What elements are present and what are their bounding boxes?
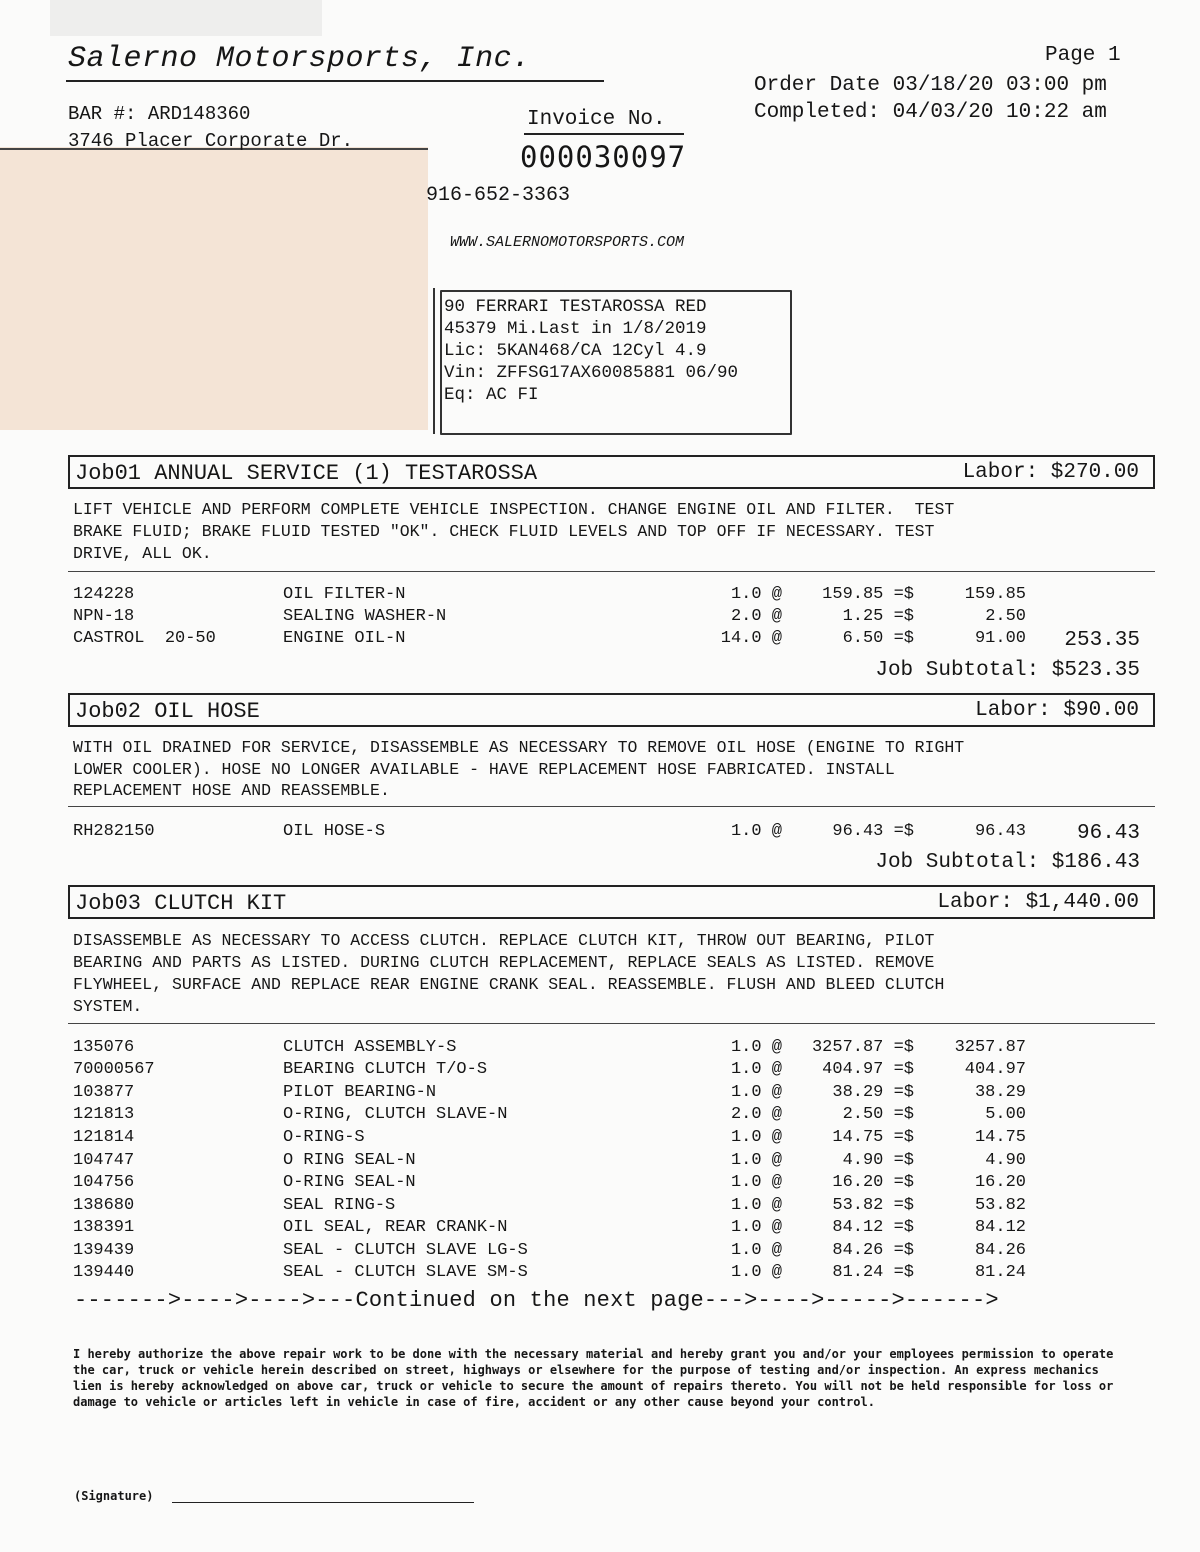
job-subtotal: Job Subtotal: $523.35 <box>875 659 1140 682</box>
part-number: 104756 <box>73 1173 135 1192</box>
job-labor: Labor: $1,440.00 <box>937 891 1139 914</box>
part-row <box>0 1060 1200 1082</box>
order-date: Order Date 03/18/20 03:00 pm <box>754 74 1107 97</box>
job-description: LIFT VEHICLE AND PERFORM COMPLETE VEHICLE INSPECTION. CHANGE ENGINE OIL AND FILTER. TEST <box>73 500 955 519</box>
job-description: BEARING AND PARTS AS LISTED. DURING CLUTCH REPLACEMENT, REPLACE SEALS AS LISTED. REMOVE <box>73 953 935 972</box>
part-description: CLUTCH ASSEMBLY-S <box>283 1038 457 1057</box>
part-quantity: 1.0 @ <box>730 1263 782 1282</box>
job-title: Job02 OIL HOSE <box>75 699 260 724</box>
part-row <box>0 822 1200 844</box>
part-number: 104747 <box>73 1151 135 1170</box>
part-price: 2.50 =$ <box>842 1105 914 1124</box>
part-quantity: 1.0 @ <box>730 1241 782 1260</box>
part-price: 6.50 =$ <box>842 629 914 648</box>
part-number: 138391 <box>73 1218 135 1237</box>
shop-phone: 916-652-3363 <box>426 184 571 207</box>
part-extended: 81.24 <box>974 1263 1026 1282</box>
part-quantity: 1.0 @ <box>730 1151 782 1170</box>
part-price: 84.26 =$ <box>832 1241 914 1260</box>
part-description: O-RING SEAL-N <box>283 1173 416 1192</box>
part-quantity: 2.0 @ <box>730 607 782 626</box>
part-number: 103877 <box>73 1083 135 1102</box>
part-price: 16.20 =$ <box>832 1173 914 1192</box>
vehicle-info-box <box>440 290 792 435</box>
shop-website: WWW.SALERNOMOTORSPORTS.COM <box>450 234 685 251</box>
job-labor: Labor: $270.00 <box>962 461 1139 484</box>
job-header <box>68 885 1155 919</box>
part-description: O-RING-S <box>283 1128 365 1147</box>
completed-date: Completed: 04/03/20 10:22 am <box>754 101 1107 124</box>
vehicle-line: 90 FERRARI TESTAROSSA RED <box>444 297 707 317</box>
part-description: ENGINE OIL-N <box>283 629 406 648</box>
part-number: NPN-18 <box>73 607 135 626</box>
vehicle-line: 45379 Mi.Last in 1/8/2019 <box>444 319 707 339</box>
redacted-area <box>0 147 428 430</box>
part-price: 84.12 =$ <box>832 1218 914 1237</box>
vehicle-line: Eq: AC FI <box>444 385 539 405</box>
part-row <box>0 1173 1200 1195</box>
part-extended: 159.85 <box>964 585 1026 604</box>
part-extended: 53.82 <box>974 1196 1026 1215</box>
job-subtotal: Job Subtotal: $186.43 <box>875 851 1140 874</box>
part-extended: 84.26 <box>974 1241 1026 1260</box>
part-row <box>0 629 1200 651</box>
part-description: O-RING, CLUTCH SLAVE-N <box>283 1105 508 1124</box>
part-quantity: 1.0 @ <box>730 1038 782 1057</box>
job-description: SYSTEM. <box>73 997 143 1016</box>
part-row <box>0 1241 1200 1263</box>
divider <box>68 806 1155 807</box>
job-description: DRIVE, ALL OK. <box>73 544 212 563</box>
part-quantity: 1.0 @ <box>730 1218 782 1237</box>
part-description: SEALING WASHER-N <box>283 607 447 626</box>
divider <box>68 571 1155 572</box>
part-number: 139439 <box>73 1241 135 1260</box>
part-number: 135076 <box>73 1038 135 1057</box>
part-description: OIL SEAL, REAR CRANK-N <box>283 1218 508 1237</box>
part-quantity: 1.0 @ <box>730 1128 782 1147</box>
part-extended: 5.00 <box>985 1105 1026 1124</box>
scan-artifact <box>50 0 322 36</box>
divider <box>68 1023 1155 1024</box>
part-price: 14.75 =$ <box>832 1128 914 1147</box>
part-description: OIL FILTER-N <box>283 585 406 604</box>
part-description: SEAL - CLUTCH SLAVE SM-S <box>283 1263 528 1282</box>
job-description: FLYWHEEL, SURFACE AND REPLACE REAR ENGINE CRANK SEAL. REASSEMBLE. FLUSH AND BLEED CLUTCH <box>73 975 945 994</box>
page-number: Page 1 <box>1045 44 1121 67</box>
parts-total: 253.35 <box>1064 629 1140 652</box>
part-row <box>0 1083 1200 1105</box>
part-row <box>0 1263 1200 1285</box>
part-price: 3257.87 =$ <box>811 1038 914 1057</box>
part-price: 53.82 =$ <box>832 1196 914 1215</box>
part-quantity: 1.0 @ <box>730 822 782 841</box>
part-number: 124228 <box>73 585 135 604</box>
part-number: 121814 <box>73 1128 135 1147</box>
job-title: Job03 CLUTCH KIT <box>75 891 287 916</box>
part-quantity: 1.0 @ <box>730 1083 782 1102</box>
part-number: 70000567 <box>73 1060 155 1079</box>
part-quantity: 1.0 @ <box>730 1173 782 1192</box>
job-header <box>68 455 1155 489</box>
part-number: 139440 <box>73 1263 135 1282</box>
part-extended: 3257.87 <box>954 1038 1026 1057</box>
part-extended: 404.97 <box>964 1060 1026 1079</box>
job-labor: Labor: $90.00 <box>975 699 1139 722</box>
part-price: 4.90 =$ <box>842 1151 914 1170</box>
part-number: CASTROL 20-50 <box>73 629 216 648</box>
part-price: 404.97 =$ <box>822 1060 914 1079</box>
part-row <box>0 1105 1200 1127</box>
part-quantity: 14.0 @ <box>720 629 782 648</box>
invoice-label: Invoice No. <box>527 108 666 131</box>
bar-number: BAR #: ARD148360 <box>68 103 251 125</box>
part-row <box>0 1038 1200 1060</box>
authorization-text: I hereby authorize the above repair work to be done with the necessary material and hereby grant you and/or your employees permission to operate the car, truck or vehicle herein described on street, highways or elsewhere for the purpose of testing and/or inspection. An express mechanics lien is hereby acknowledged on above car, truck or vehicle to secure the amount of repairs thereto. You will not be held responsible for loss or damage to vehicle or articles left in vehicle in case of fire, accident or any other cause beyond your control. <box>73 1347 1114 1409</box>
part-description: O RING SEAL-N <box>283 1151 416 1170</box>
part-price: 81.24 =$ <box>832 1263 914 1282</box>
part-price: 1.25 =$ <box>842 607 914 626</box>
company-name: Salerno Motorsports, Inc. <box>68 42 531 76</box>
part-extended: 14.75 <box>974 1128 1026 1147</box>
vehicle-line: Vin: ZFFSG17AX60085881 06/90 <box>444 363 739 383</box>
part-description: OIL HOSE-S <box>283 822 386 841</box>
job-description: BRAKE FLUID; BRAKE FLUID TESTED "OK". CHECK FLUID LEVELS AND TOP OFF IF NECESSARY. TEST <box>73 522 935 541</box>
part-number: 121813 <box>73 1105 135 1124</box>
part-description: BEARING CLUTCH T/O-S <box>283 1060 488 1079</box>
part-row <box>0 585 1200 607</box>
part-row <box>0 1128 1200 1150</box>
part-description: PILOT BEARING-N <box>283 1083 437 1102</box>
job-description: DISASSEMBLE AS NECESSARY TO ACCESS CLUTCH. REPLACE CLUTCH KIT, THROW OUT BEARING, PILOT <box>73 931 935 950</box>
signature-label: (Signature) <box>74 1489 154 1503</box>
continued-note: ------->---->---->---Continued on the next page--->---->----->------> <box>74 1288 999 1313</box>
job-description: REPLACEMENT HOSE AND REASSEMBLE. <box>73 781 390 800</box>
job-description: LOWER COOLER). HOSE NO LONGER AVAILABLE - HAVE REPLACEMENT HOSE FABRICATED. INSTALL <box>73 760 895 779</box>
shop-address: 3746 Placer Corporate Dr. <box>68 130 354 152</box>
part-price: 96.43 =$ <box>832 822 914 841</box>
part-description: SEAL - CLUTCH SLAVE LG-S <box>283 1241 528 1260</box>
signature-line[interactable] <box>172 1502 474 1503</box>
invoice-underline <box>524 133 684 135</box>
part-number: RH282150 <box>73 822 155 841</box>
part-description: SEAL RING-S <box>283 1196 396 1215</box>
part-extended: 2.50 <box>985 607 1026 626</box>
part-price: 38.29 =$ <box>832 1083 914 1102</box>
parts-total: 96.43 <box>1076 822 1140 845</box>
part-extended: 96.43 <box>974 822 1026 841</box>
part-quantity: 1.0 @ <box>730 585 782 604</box>
part-quantity: 1.0 @ <box>730 1196 782 1215</box>
divider <box>427 288 435 434</box>
part-extended: 4.90 <box>985 1151 1026 1170</box>
job-description: WITH OIL DRAINED FOR SERVICE, DISASSEMBLE AS NECESSARY TO REMOVE OIL HOSE (ENGINE TO RIGHT <box>73 738 965 757</box>
job-title: Job01 ANNUAL SERVICE (1) TESTAROSSA <box>75 461 538 486</box>
part-row <box>0 1196 1200 1218</box>
part-quantity: 2.0 @ <box>730 1105 782 1124</box>
part-row <box>0 1218 1200 1240</box>
part-extended: 84.12 <box>974 1218 1026 1237</box>
part-price: 159.85 =$ <box>822 585 914 604</box>
job-header <box>68 693 1155 727</box>
part-row <box>0 1151 1200 1173</box>
part-quantity: 1.0 @ <box>730 1060 782 1079</box>
part-number: 138680 <box>73 1196 135 1215</box>
part-row <box>0 607 1200 629</box>
company-underline <box>66 80 604 82</box>
part-extended: 38.29 <box>974 1083 1026 1102</box>
part-extended: 91.00 <box>974 629 1026 648</box>
part-extended: 16.20 <box>974 1173 1026 1192</box>
vehicle-line: Lic: 5KAN468/CA 12Cyl 4.9 <box>444 341 707 361</box>
invoice-number: 000030097 <box>520 140 687 174</box>
